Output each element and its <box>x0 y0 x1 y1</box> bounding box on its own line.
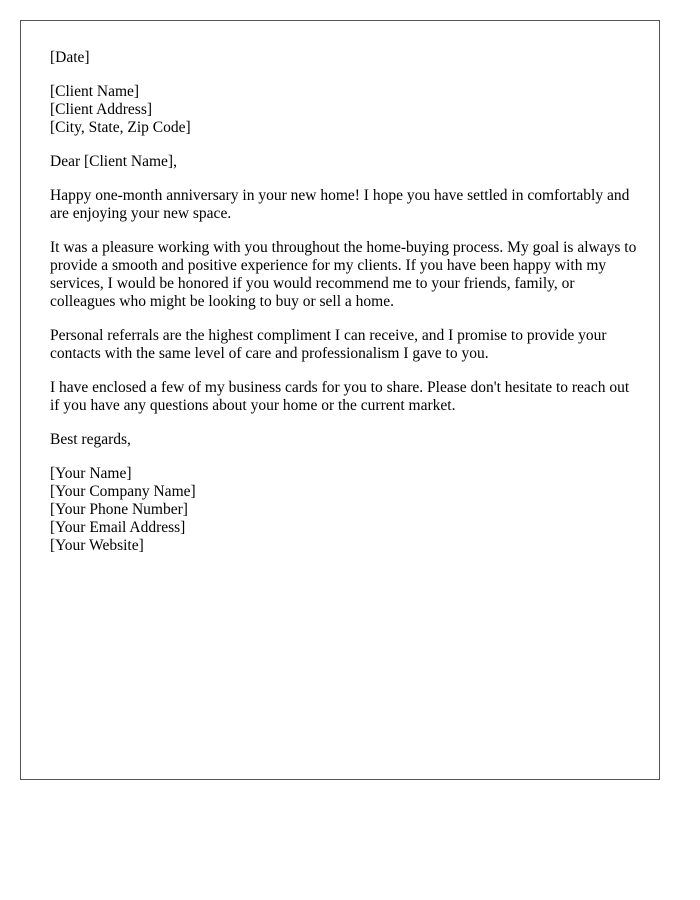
body-paragraph-1: Happy one-month anniversary in your new home! I hope you have settled in comfortably and are enjoying your new space. <box>50 187 630 222</box>
signature-email: [Your Email Address] <box>50 519 186 536</box>
date-block <box>50 49 640 67</box>
recipient-address: [Client Address] <box>50 101 153 118</box>
letter-page <box>20 20 660 780</box>
body-paragraph-2: It was a pleasure working with you throughout the home-buying process. My goal is always to provide a smooth and positive experience for my clients. If you have been happy with my services, I would be honored if you would recommend me to your friends, family, or colleagues who might be looking to buy or sell a home. <box>50 239 637 310</box>
signature-name: [Your Name] <box>50 465 132 482</box>
recipient-block <box>50 83 640 137</box>
recipient-name: [Client Name] <box>50 83 140 100</box>
body-paragraph-4: I have enclosed a few of my business cards for you to share. Please don't hesitate to reach out if you have any questions about your home or the current market. <box>50 379 630 414</box>
signature-block <box>50 465 640 555</box>
letter-date: [Date] <box>50 49 90 66</box>
signature-phone: [Your Phone Number] <box>50 501 188 518</box>
recipient-city-state-zip: [City, State, Zip Code] <box>50 119 191 136</box>
salutation: Dear [Client Name], <box>50 153 177 170</box>
closing-block <box>50 431 640 449</box>
letter-content <box>50 49 640 571</box>
salutation-block <box>50 153 640 171</box>
closing: Best regards, <box>50 431 131 448</box>
signature-company: [Your Company Name] <box>50 483 196 500</box>
signature-website: [Your Website] <box>50 537 144 554</box>
body-paragraph-3: Personal referrals are the highest compliment I can receive, and I promise to provide your contacts with the same level of care and professionalism I gave to you. <box>50 327 607 362</box>
